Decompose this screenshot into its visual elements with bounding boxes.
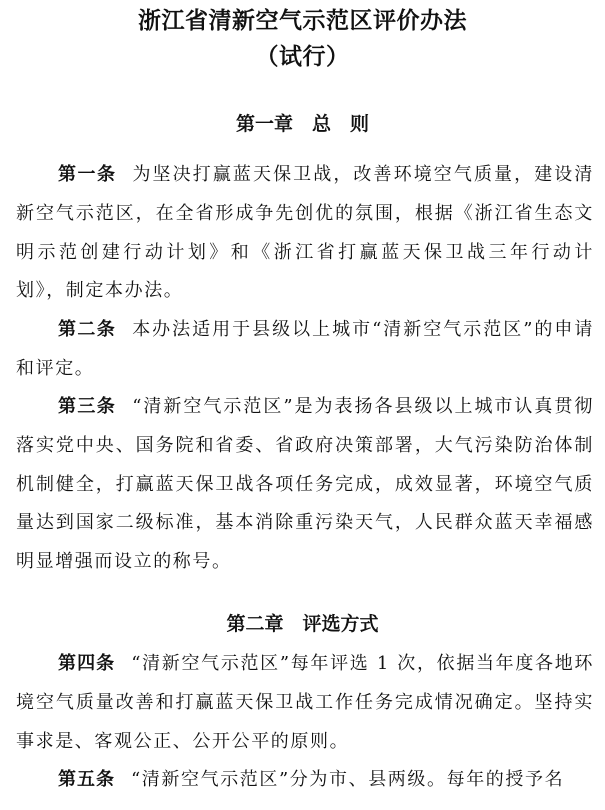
article-4 bbox=[16, 645, 594, 761]
article-5-text: “清新空气示范区”分为市、县两级。每年的授予名 bbox=[131, 769, 565, 790]
article-1-text: 为坚决打赢蓝天保卫战，改善环境空气质量，建设清新空气示范区，在全省形成争先创优的氛围，根据《浙江省生态文明示范创建行动计划》和《浙江省打赢蓝天保卫战三年行动计划》，制定本办法。 bbox=[16, 164, 594, 302]
article-3-text: “清新空气示范区”是为表扬各县级以上城市认真贯彻落实党中央、国务院和省委、省政府决策部署，大气污染防治体制机制健全，打赢蓝天保卫战各项任务完成，成效显著，环境空气质量达到国家二级标准，基本消除重污染天气，人民群众蓝天幸福感明显增强而设立的称号。 bbox=[16, 396, 595, 573]
chapter-1-heading: 第一章 总 则 bbox=[235, 113, 369, 135]
article-4-label: 第四条 bbox=[58, 653, 116, 674]
article-1 bbox=[16, 156, 594, 311]
article-2-label: 第二条 bbox=[58, 319, 117, 340]
chapter-2-heading: 第二章 评选方式 bbox=[226, 613, 379, 635]
article-5-label: 第五条 bbox=[58, 769, 115, 790]
article-5 bbox=[16, 761, 594, 800]
article-2-text: 本办法适用于县级以上城市“清新空气示范区”的申请和评定。 bbox=[16, 319, 595, 379]
article-3-label: 第三条 bbox=[58, 396, 117, 417]
document-title: 浙江省清新空气示范区评价办法 bbox=[138, 8, 467, 34]
article-2 bbox=[16, 311, 594, 389]
article-4-text: “清新空气示范区”每年评选 1 次，依据当年度各地环境空气质量改善和打赢蓝天保卫战工作任务完成情况确定。坚持实事求是、客观公正、公开公平的原则。 bbox=[16, 653, 594, 752]
document-subtitle: （试行） bbox=[255, 44, 350, 70]
article-1-label: 第一条 bbox=[58, 164, 117, 185]
article-3 bbox=[16, 388, 594, 582]
